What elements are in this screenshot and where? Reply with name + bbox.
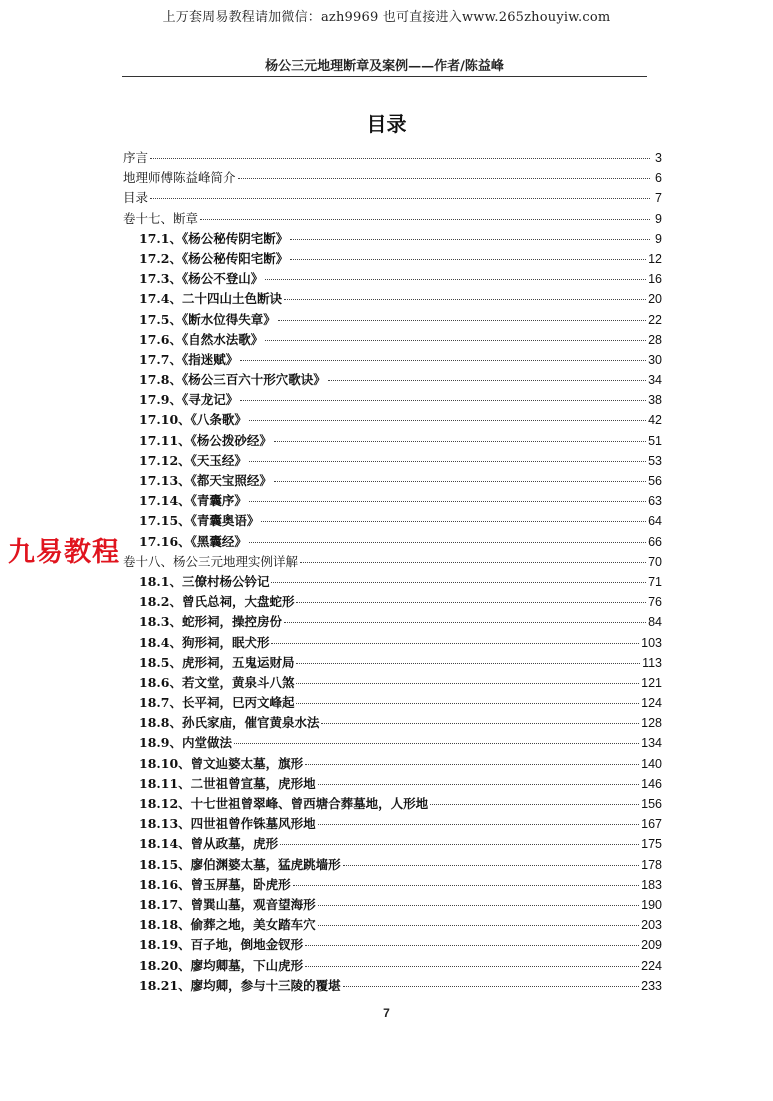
toc-entry-label: 18.1、三僚村杨公钤记 [139, 573, 270, 589]
toc-entry-page: 12 [648, 251, 662, 266]
toc-entry-page: 128 [641, 716, 662, 731]
toc-entry[interactable] [123, 532, 662, 552]
toc-entry-page: 209 [641, 938, 662, 953]
toc-entry-label: 卷十八、杨公三元地理实例详解 [123, 553, 299, 569]
dot-leader [249, 501, 646, 502]
dot-leader [249, 542, 646, 543]
toc-entry-page: 56 [648, 474, 662, 488]
dot-leader [265, 279, 646, 280]
toc-entry-label: 17.5、《断水位得失章》 [139, 311, 276, 327]
dot-leader [296, 602, 646, 603]
toc-entry[interactable] [123, 673, 662, 693]
toc-entry-label: 17.9、《寻龙记》 [139, 392, 239, 408]
toc-entry[interactable] [123, 855, 662, 875]
toc-entry[interactable] [123, 168, 662, 188]
dot-leader [274, 441, 646, 442]
toc-entry-page: 124 [641, 696, 662, 711]
toc-entry[interactable] [123, 289, 662, 309]
toc-entry[interactable] [123, 572, 662, 592]
toc-entry-label: 卷十七、断章 [123, 210, 199, 226]
toc-entry-page: 175 [641, 837, 662, 852]
toc-entry[interactable] [123, 956, 662, 976]
toc-entry-page: 178 [641, 857, 662, 872]
toc-entry[interactable] [123, 653, 662, 673]
dot-leader [343, 865, 639, 866]
toc-entry-label: 18.16、曾玉屏墓，卧虎形 [139, 876, 291, 892]
toc-entry-page: 134 [641, 736, 662, 751]
toc-title: 目录 [366, 112, 407, 136]
dot-leader [249, 420, 646, 421]
toc-entry[interactable] [123, 754, 662, 774]
toc-entry-page: 103 [641, 635, 662, 650]
toc-entry[interactable] [123, 471, 662, 491]
dot-leader [318, 925, 639, 926]
header-rule [122, 76, 647, 77]
toc-entry-label: 18.8、孙氏家庙，催官黄泉水法 [139, 715, 320, 731]
toc-entry-label: 17.8、《杨公三百六十形穴歌诀》 [139, 372, 326, 388]
toc-entry-page: 224 [641, 958, 662, 973]
toc-entry[interactable] [123, 834, 662, 854]
toc-entry-page: 34 [648, 373, 662, 388]
toc-entry[interactable] [123, 693, 662, 713]
dot-leader [265, 340, 646, 341]
toc-entry-label: 18.7、长平祠，巳丙文峰起 [139, 695, 295, 711]
toc-entry-label: 17.15、《青囊奥语》 [139, 513, 260, 529]
toc-entry-page: 20 [648, 292, 662, 307]
toc-entry[interactable] [123, 209, 662, 229]
toc-entry-page: 167 [641, 817, 662, 832]
toc-entry-page: 203 [641, 918, 662, 933]
toc-entry[interactable] [123, 431, 662, 451]
toc-entry-label: 18.10、曾文辿婆太墓，旗形 [139, 755, 304, 771]
table-of-contents [123, 148, 662, 996]
toc-entry[interactable] [123, 774, 662, 794]
toc-entry-page: 190 [641, 897, 662, 912]
toc-entry-label: 18.21、廖均卿，参与十三陵的覆堪 [139, 977, 341, 993]
toc-entry-label: 17.2、《杨公秘传阳宅断》 [139, 250, 289, 266]
page-number: 7 [383, 1006, 390, 1020]
toc-entry[interactable] [123, 410, 662, 430]
toc-entry[interactable] [123, 895, 662, 915]
toc-entry-page: 16 [648, 272, 662, 287]
toc-entry[interactable] [123, 370, 662, 390]
dot-leader [293, 885, 639, 886]
toc-entry-label: 17.10、《八条歌》 [139, 412, 247, 428]
dot-leader [305, 945, 639, 946]
dot-leader [249, 461, 646, 462]
toc-entry-page: 156 [641, 797, 662, 811]
dot-leader [284, 299, 646, 300]
toc-entry-page: 183 [641, 877, 662, 892]
toc-entry[interactable] [123, 612, 662, 632]
toc-entry[interactable] [123, 188, 662, 208]
toc-entry-label: 18.12、十七世祖曾翠峰、曾西塘合葬墓地，人形地 [139, 796, 429, 811]
dot-leader [280, 844, 639, 845]
toc-entry-label: 18.4、狗形祠，眠犬形 [139, 634, 270, 650]
toc-entry-label: 18.20、廖均卿墓，下山虎形 [139, 957, 304, 973]
toc-entry-label: 18.11、二世祖曾宣墓，虎形地 [139, 775, 316, 791]
toc-entry[interactable] [123, 733, 662, 753]
toc-entry-page: 76 [648, 595, 662, 610]
toc-entry-page: 3 [655, 151, 662, 165]
toc-entry-label: 18.17、曾巽山墓，观音望海形 [139, 896, 316, 912]
toc-entry[interactable] [123, 552, 662, 572]
toc-entry[interactable] [123, 310, 662, 330]
dot-leader [296, 703, 639, 704]
toc-entry-label: 17.6、《自然水法歌》 [139, 331, 264, 347]
dot-leader [290, 239, 650, 240]
dot-leader [284, 622, 646, 623]
toc-entry[interactable] [123, 713, 662, 733]
toc-entry-label: 17.13、《都天宝照经》 [139, 473, 272, 488]
toc-entry-page: 22 [648, 312, 662, 327]
toc-entry[interactable] [123, 592, 662, 612]
toc-entry-label: 17.3、《杨公不登山》 [139, 271, 264, 287]
top-banner: 上万套周易教程请加微信：azh9969 也可直接进入www.265zhouyiw.com [162, 10, 611, 25]
toc-entry[interactable] [123, 875, 662, 895]
dot-leader [234, 743, 639, 744]
toc-entry-label: 地理师傅陈益峰简介 [123, 170, 236, 186]
toc-entry-label: 18.14、曾从政墓，虎形 [139, 836, 279, 852]
toc-entry-page: 71 [648, 574, 662, 589]
toc-entry-page: 121 [641, 675, 662, 690]
toc-entry-label: 17.4、二十四山土色断诀 [139, 291, 282, 307]
toc-entry-page: 6 [655, 171, 662, 186]
toc-entry-label: 18.2、曾氏总祠，大盘蛇形 [139, 594, 295, 610]
toc-entry[interactable] [123, 148, 662, 168]
toc-entry-page: 70 [648, 554, 662, 569]
toc-entry-label: 17.11、《杨公拨砂经》 [139, 432, 272, 448]
watermark: 九易教程 [6, 530, 122, 569]
toc-entry[interactable] [123, 229, 662, 249]
toc-entry[interactable] [123, 249, 662, 269]
toc-entry-label: 18.19、百子地，倒地金钗形 [139, 937, 304, 953]
dot-leader [430, 804, 639, 805]
dot-leader [150, 198, 650, 199]
dot-leader [343, 986, 639, 987]
dot-leader [240, 400, 646, 401]
toc-entry-page: 66 [648, 534, 662, 549]
toc-entry-label: 18.5、虎形祠，五鬼运财局 [139, 654, 295, 670]
toc-entry-label: 17.1、《杨公秘传阴宅断》 [139, 230, 289, 246]
dot-leader [261, 521, 646, 522]
toc-entry-page: 233 [641, 978, 662, 993]
toc-entry[interactable] [123, 269, 662, 289]
toc-entry[interactable] [123, 814, 662, 834]
toc-entry-page: 30 [648, 352, 662, 367]
toc-entry-label: 18.13、四世祖曾作铢墓风形地 [139, 816, 316, 832]
toc-entry[interactable] [123, 390, 662, 410]
toc-entry-label: 目录 [123, 190, 149, 206]
dot-leader [328, 380, 646, 381]
dot-leader [296, 663, 640, 664]
dot-leader [271, 582, 646, 583]
dot-leader [318, 824, 639, 825]
toc-entry-label: 18.18、偷葬之地，美女踏车穴 [139, 917, 316, 933]
toc-entry[interactable] [123, 451, 662, 471]
toc-entry-page: 38 [648, 393, 662, 408]
toc-entry-page: 51 [648, 433, 662, 448]
toc-entry[interactable] [123, 794, 662, 814]
toc-entry[interactable] [123, 935, 662, 955]
dot-leader [318, 905, 639, 906]
dot-leader [238, 178, 650, 179]
toc-entry-label: 17.12、《天玉经》 [139, 452, 247, 468]
dot-leader [305, 966, 639, 967]
toc-entry[interactable] [123, 915, 662, 935]
toc-entry-label: 18.6、若文堂，黄泉斗八煞 [139, 674, 295, 690]
dot-leader [150, 158, 650, 159]
dot-leader [290, 259, 646, 260]
dot-leader [274, 481, 646, 482]
toc-entry[interactable] [123, 511, 662, 531]
toc-entry-page: 140 [641, 756, 662, 771]
toc-entry[interactable] [123, 976, 662, 996]
toc-entry-label: 17.14、《青囊序》 [139, 493, 247, 509]
toc-entry-page: 28 [648, 332, 662, 347]
toc-entry-page: 64 [648, 514, 662, 529]
dot-leader [321, 723, 639, 724]
toc-entry-page: 113 [642, 655, 662, 670]
toc-entry-page: 42 [648, 413, 662, 428]
toc-entry-page: 9 [655, 231, 662, 246]
toc-entry[interactable] [123, 491, 662, 511]
toc-entry-label: 18.15、廖伯渊婆太墓，猛虎跳墙形 [139, 856, 341, 872]
dot-leader [240, 360, 646, 361]
toc-entry[interactable] [123, 330, 662, 350]
dot-leader [300, 562, 646, 563]
dot-leader [305, 764, 639, 765]
dot-leader [296, 683, 639, 684]
toc-entry-page: 146 [641, 776, 662, 791]
toc-entry-label: 18.9、内堂做法 [139, 735, 232, 751]
running-header: 杨公三元地理断章及案例——作者/陈益峰 [265, 59, 504, 74]
toc-entry-label: 17.16、《黑囊经》 [139, 533, 247, 549]
toc-entry-page: 84 [648, 615, 662, 630]
toc-entry-label: 序言 [123, 150, 149, 165]
toc-entry-page: 9 [655, 211, 662, 226]
toc-entry[interactable] [123, 633, 662, 653]
toc-entry-page: 53 [648, 453, 662, 468]
dot-leader [318, 784, 639, 785]
toc-entry-label: 17.7、《指迷赋》 [139, 351, 239, 367]
toc-entry-label: 18.3、蛇形祠，操控房份 [139, 614, 282, 630]
toc-entry[interactable] [123, 350, 662, 370]
dot-leader [200, 219, 650, 220]
dot-leader [271, 643, 639, 644]
dot-leader [278, 320, 646, 321]
toc-entry-page: 63 [648, 494, 662, 509]
toc-entry-page: 7 [655, 191, 662, 206]
